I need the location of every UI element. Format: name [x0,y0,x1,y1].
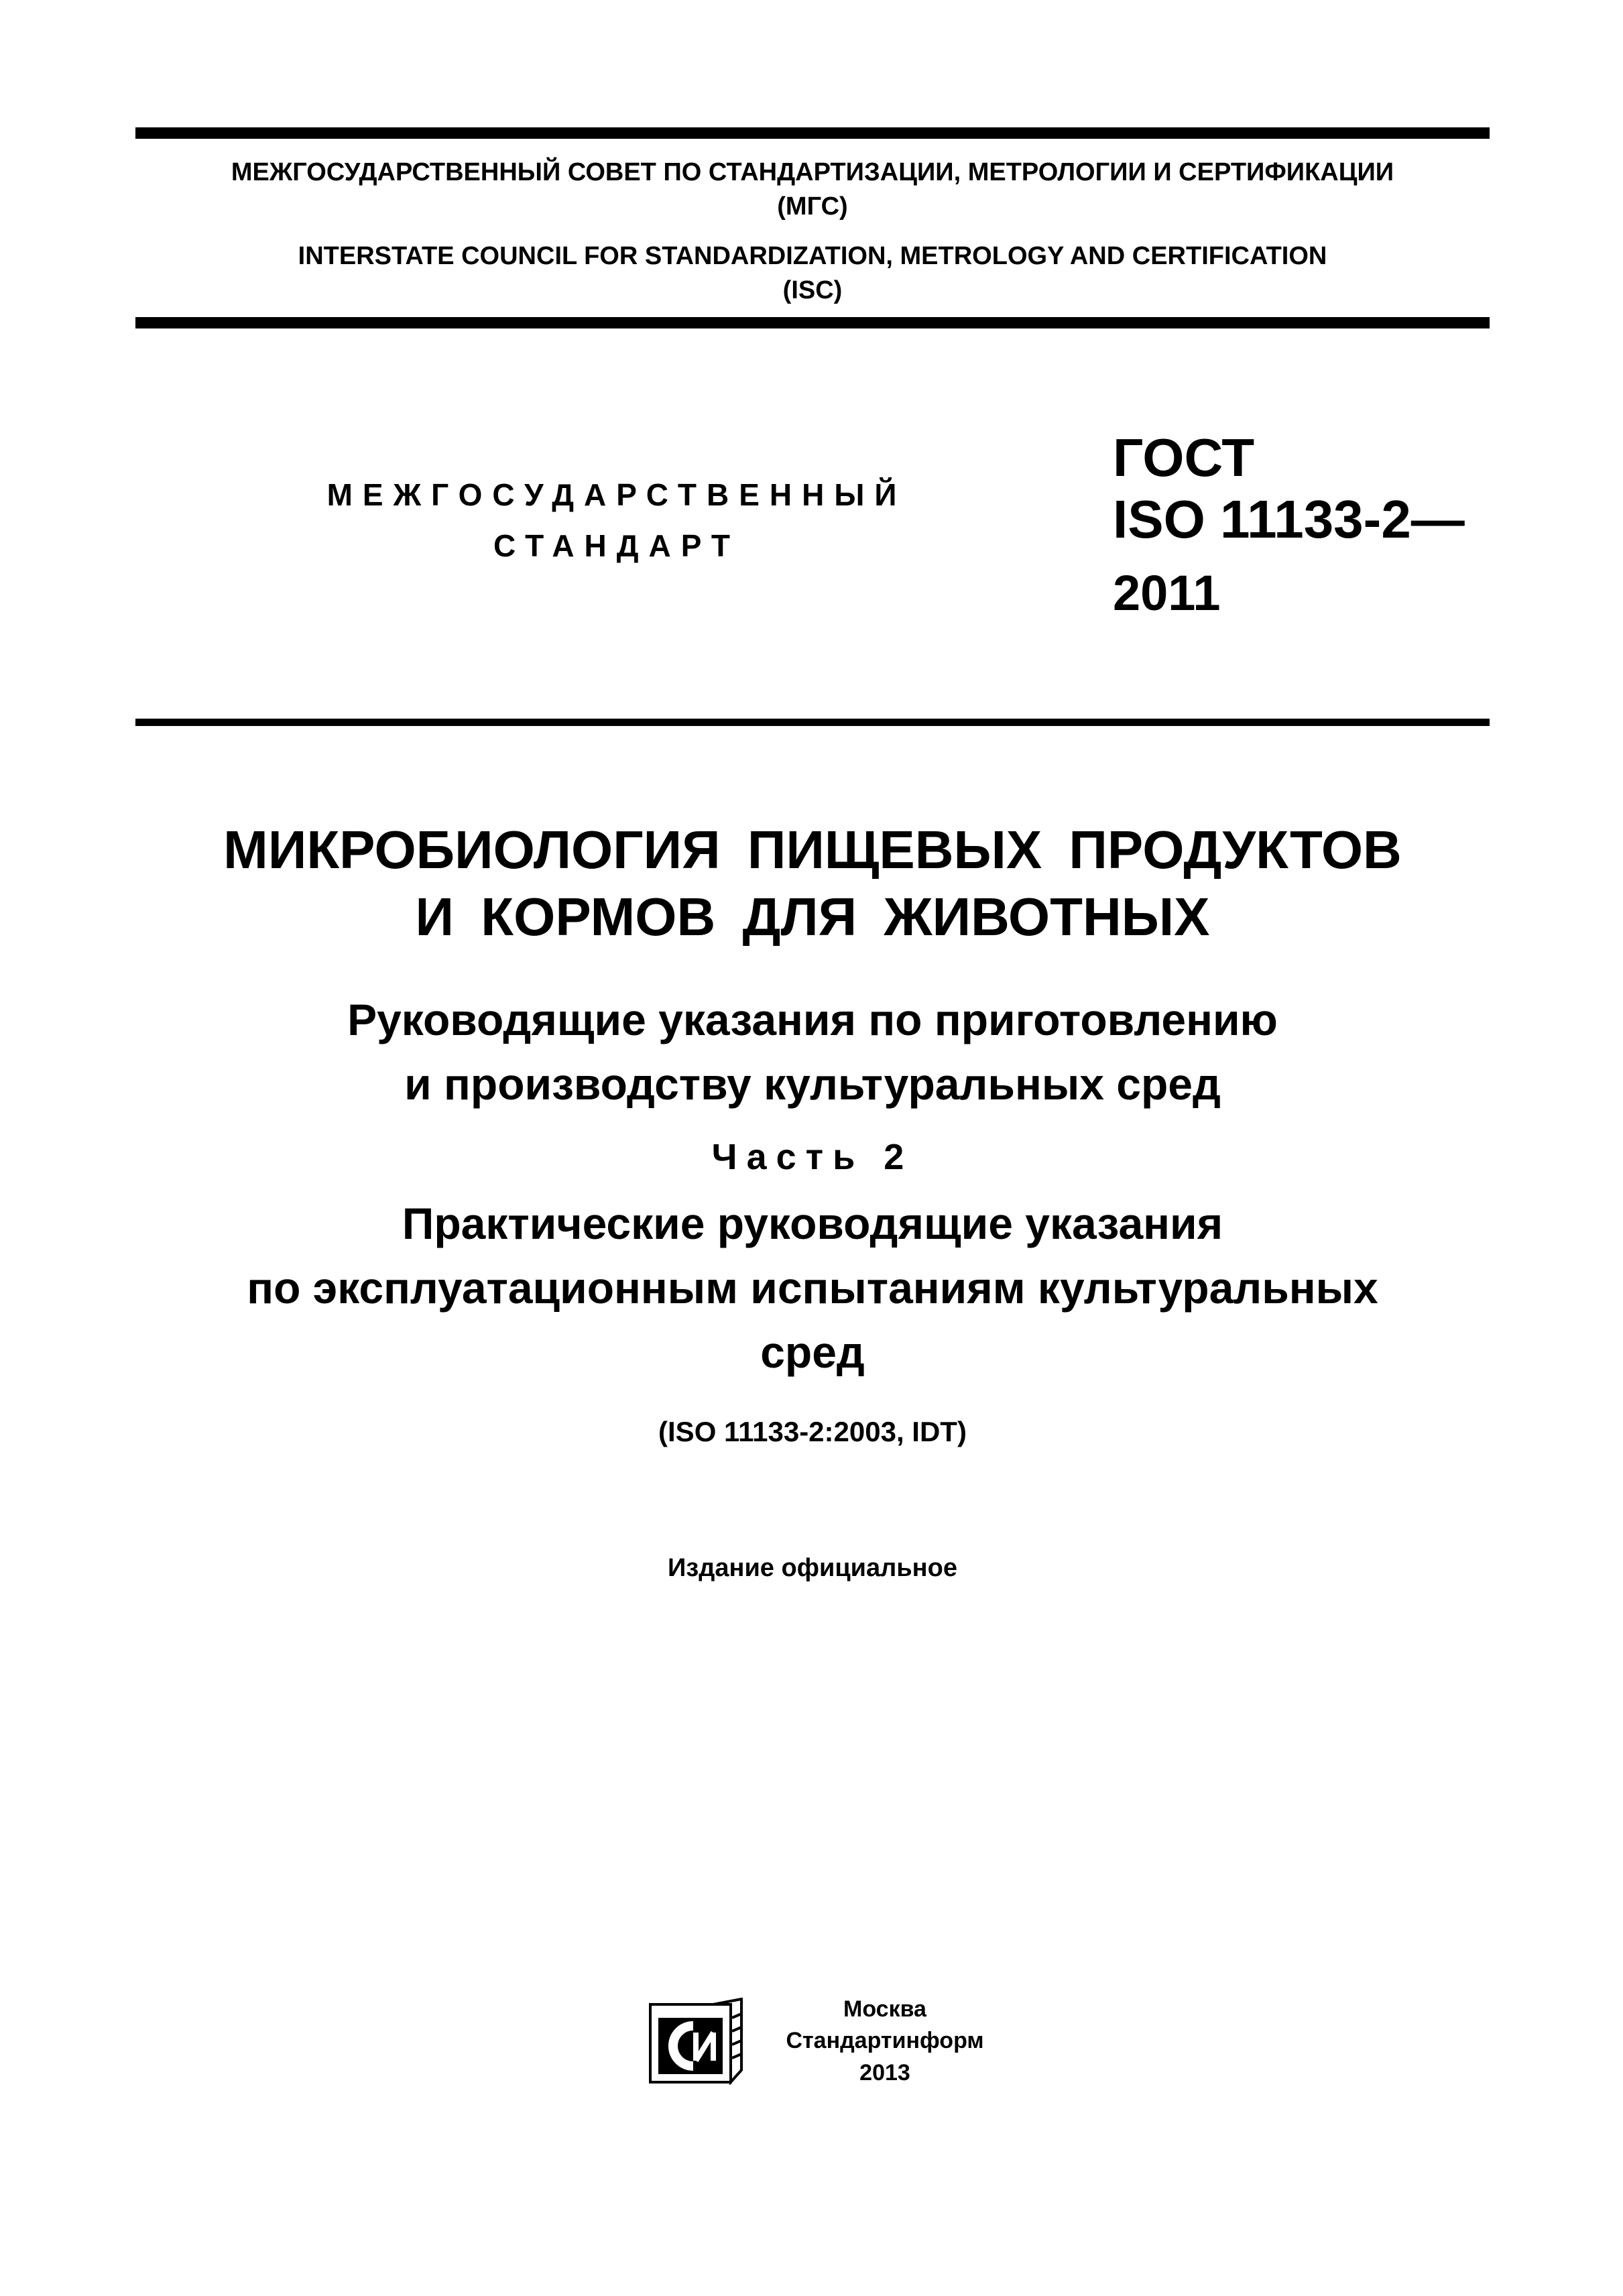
iso-reference: (ISO 11133-2:2003, IDT) [658,1416,967,1447]
gost-year: 2011 [1113,565,1221,621]
publisher-name: Стандартинформ [786,2028,984,2053]
gost-number: ISO 11133-2— [1113,489,1465,549]
main-title-line2: И КОРМОВ ДЛЯ ЖИВОТНЫХ [415,887,1210,947]
top-rule [135,127,1490,139]
standartinform-logo-icon [649,1998,749,2085]
council-name-en: INTERSTATE COUNCIL FOR STANDARDIZATION, METROLOGY AND CERTIFICATION [298,242,1327,270]
council-abbr-en: (ISC) [782,276,843,304]
edition-label: Издание официальное [668,1554,957,1582]
publisher-city: Москва [843,1996,926,2022]
main-title-line1: МИКРОБИОЛОГИЯ ПИЩЕВЫХ ПРОДУКТОВ [223,820,1402,880]
council-name-ru: МЕЖГОСУДАРСТВЕННЫЙ СОВЕТ ПО СТАНДАРТИЗАЦИИ, МЕТРОЛОГИИ И СЕРТИФИКАЦИИ [231,158,1394,186]
title-top-rule [135,719,1490,726]
header-bottom-rule [135,317,1490,328]
part-number: Часть 2 [711,1137,914,1177]
gost-designation: ГОСТ [1113,428,1255,487]
standard-type-line2: СТАНДАРТ [493,528,740,563]
part-title-line1: Практические руководящие указания [402,1199,1223,1248]
part-title-line2: по эксплуатационным испытаниям культуральных [247,1263,1378,1313]
publication-year: 2013 [859,2060,910,2086]
subtitle-line1: Руководящие указания по приготовлению [347,995,1278,1044]
council-abbr-ru: (МГС) [777,192,848,221]
standard-type-line1: МЕЖГОСУДАРСТВЕННЫЙ [326,477,907,512]
subtitle-line2: и производству культуральных сред [404,1059,1221,1109]
part-title-line3: сред [760,1327,865,1377]
